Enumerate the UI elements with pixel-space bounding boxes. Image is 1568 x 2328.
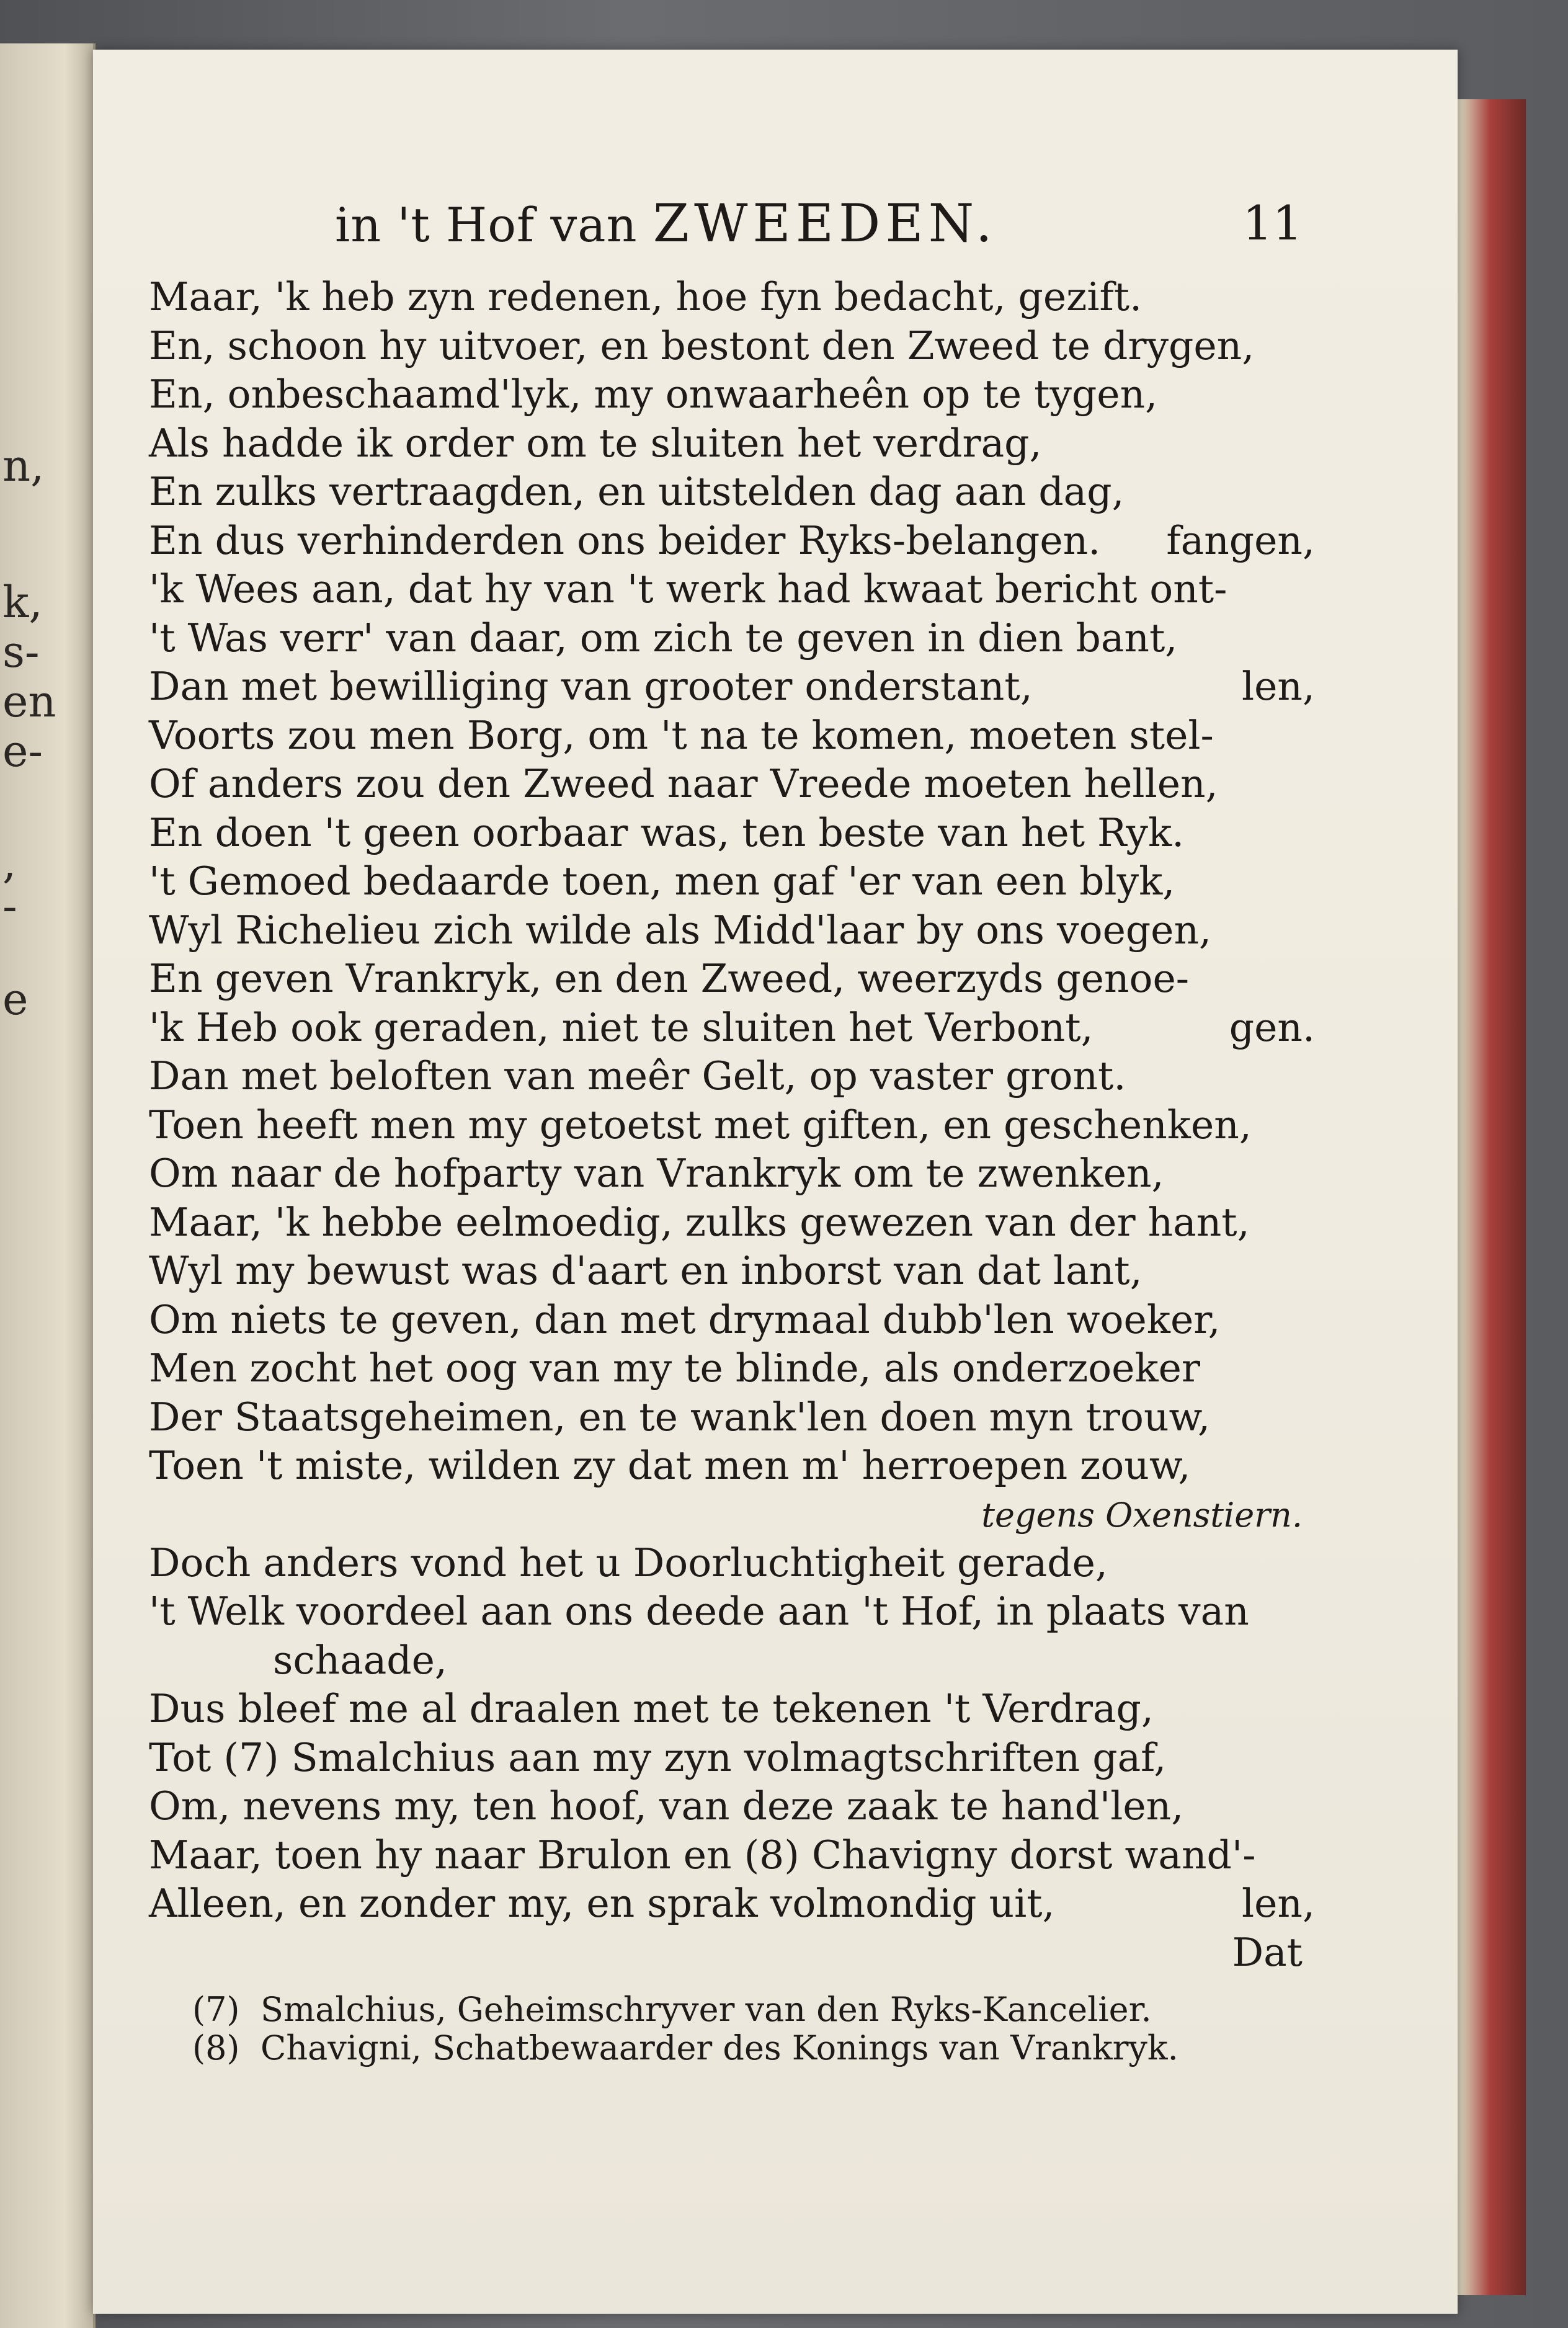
- footnote: [149, 2029, 1315, 2067]
- left-page-fragment: en: [2, 676, 56, 727]
- verse-line-turnover: fangen,: [1166, 517, 1315, 563]
- footnote-mark: (7): [192, 1990, 240, 2029]
- verse-line-text: Maar, 'k heb zyn redenen, hoe fyn bedacht, gezift.: [149, 274, 1143, 319]
- verse-line-turnover: len,: [1241, 1881, 1315, 1926]
- left-page-edge: [0, 43, 96, 2328]
- verse-line: [149, 419, 1315, 468]
- footnotes: [149, 1991, 1315, 2067]
- verse-line: [149, 1442, 1315, 1491]
- footnote-mark: (8): [192, 2028, 240, 2067]
- verse-line: [149, 1831, 1315, 1880]
- verse-line-text: Der Staatsgeheimen, en te wank'len doen myn trouw,: [149, 1394, 1211, 1440]
- verse-line: [149, 906, 1315, 955]
- verse-line: [149, 1198, 1315, 1247]
- marginal-note: tegens Oxenstiern.: [981, 1495, 1303, 1535]
- verse-line-text: 'k Heb ook geraden, niet te sluiten het Verbont,: [149, 1004, 1094, 1050]
- verse-line: [149, 1344, 1315, 1393]
- verse-line-text: schaade,: [273, 1637, 447, 1683]
- book-page: [93, 50, 1458, 2314]
- verse-line-turnover: len,: [1241, 664, 1315, 709]
- verse-line: [149, 1149, 1315, 1198]
- verse-line: [149, 1052, 1315, 1101]
- verse-line: [149, 1587, 1315, 1636]
- verse-line-text: Dan met beloften van meêr Gelt, op vaster gront.: [149, 1053, 1126, 1099]
- verse-line-text: Maar, 'k hebbe eelmoedig, zulks gewezen van der hant,: [149, 1199, 1250, 1245]
- verse-line: [149, 857, 1315, 906]
- verse-line-text: Alleen, en zonder my, en sprak volmondig uit,: [149, 1881, 1055, 1926]
- verse-line: [149, 370, 1315, 419]
- verse-block-2: [149, 1539, 1315, 1929]
- verse-line-text: Tot (7) Smalchius aan my zyn volmagtschriften gaf,: [149, 1734, 1167, 1780]
- verse-line-text: En, onbeschaamd'lyk, my onwaarheên op te tygen,: [149, 372, 1158, 417]
- verse-line: [149, 1296, 1315, 1345]
- verse-line-text: Voorts zou men Borg, om 't na te komen, moeten stel-: [149, 712, 1214, 758]
- verse-line-text: Doch anders vond het u Doorluchtigheit gerade,: [149, 1540, 1108, 1585]
- verse-line-text: Dus bleef me al draalen met te tekenen 't Verdrag,: [149, 1686, 1154, 1731]
- left-page-fragment: k,: [2, 577, 43, 628]
- verse-line-turnover: gen.: [1229, 1004, 1315, 1050]
- left-page-fragment: -: [2, 881, 17, 932]
- verse-line-text: 't Welk voordeel aan ons deede aan 't Hof, in plaats van: [149, 1589, 1249, 1634]
- verse-line: [149, 322, 1315, 371]
- verse-line-text: Toen 't miste, wilden zy dat men m' herroepen zouw,: [149, 1443, 1191, 1488]
- verse-line: [149, 1247, 1315, 1296]
- verse-line: [149, 468, 1315, 517]
- verse-line: [149, 662, 1315, 711]
- verse-line: [149, 760, 1315, 809]
- verse-line: [149, 1004, 1315, 1053]
- verse-line: [149, 1636, 1315, 1685]
- page-header: [149, 192, 1315, 267]
- catchword: Dat: [1232, 1929, 1303, 1975]
- verse-line: [149, 711, 1315, 760]
- footnote: [149, 1991, 1315, 2029]
- running-head: [335, 192, 997, 256]
- verse-line: [149, 273, 1315, 322]
- running-head-lower: in 't Hof van: [335, 197, 638, 252]
- verse-line-text: Wyl Richelieu zich wilde als Midd'laar by ons voegen,: [149, 907, 1212, 953]
- verse-line-text: Om naar de hofparty van Vrankryk om te zwenken,: [149, 1151, 1164, 1196]
- page-number: 11: [1242, 195, 1303, 251]
- left-page-fragment: ,: [2, 837, 17, 888]
- verse-line: [149, 1734, 1315, 1783]
- verse-line-text: 't Was verr' van daar, om zich te geven in dien bant,: [149, 615, 1178, 661]
- verse-line: [149, 1880, 1315, 1929]
- verse-line: [149, 809, 1315, 858]
- verse-line: [149, 1393, 1315, 1442]
- verse-line: [149, 955, 1315, 1004]
- verse-line: [149, 565, 1315, 614]
- verse-line: [149, 517, 1315, 566]
- left-page-fragment: n,: [2, 440, 45, 491]
- verse-line-text: En doen 't geen oorbaar was, ten beste van het Ryk.: [149, 809, 1185, 855]
- verse-line-text: Wyl my bewust was d'aart en inborst van dat lant,: [149, 1248, 1143, 1293]
- verse-line-text: 'k Wees aan, dat hy van 't werk had kwaat bericht ont-: [149, 566, 1227, 612]
- verse-line-text: En dus verhinderden ons beider Ryks-belangen.: [149, 517, 1101, 563]
- verse-block-1: [149, 273, 1315, 1491]
- verse-line-text: Om niets te geven, dan met drymaal dubb'len woeker,: [149, 1296, 1221, 1342]
- running-head-caps: ZWEEDEN.: [653, 193, 997, 254]
- verse-line-text: En geven Vrankryk, en den Zweed, weerzyds genoe-: [149, 956, 1190, 1001]
- verse-line: [149, 1101, 1315, 1150]
- page-text-block: [149, 192, 1315, 2067]
- footnote-text: Chavigni, Schatbewaarder des Konings van Vrankryk.: [261, 2028, 1178, 2067]
- verse-line-text: 't Gemoed bedaarde toen, men gaf 'er van een blyk,: [149, 859, 1175, 904]
- verse-line-text: Toen heeft men my getoetst met giften, en geschenken,: [149, 1102, 1252, 1148]
- verse-line-text: En, schoon hy uitvoer, en bestont den Zweed te drygen,: [149, 323, 1255, 368]
- verse-line-text: Men zocht het oog van my te blinde, als onderzoeker: [149, 1345, 1201, 1391]
- left-page-fragment: s-: [2, 627, 40, 677]
- verse-line: [149, 1685, 1315, 1734]
- footnote-text: Smalchius, Geheimschryver van den Ryks-Kancelier.: [261, 1990, 1152, 2029]
- verse-line-text: Dan met bewilliging van grooter onderstant,: [149, 664, 1033, 709]
- verse-line-text: Of anders zou den Zweed naar Vreede moeten hellen,: [149, 761, 1218, 806]
- left-page-fragment: e-: [2, 726, 43, 777]
- verse-line-text: En zulks vertraagden, en uitstelden dag aan dag,: [149, 469, 1125, 514]
- verse-line: [149, 1782, 1315, 1831]
- verse-line-text: Maar, toen hy naar Brulon en (8) Chavigny dorst wand'-: [149, 1832, 1256, 1878]
- left-page-fragment: e: [2, 974, 29, 1025]
- verse-line: [149, 1539, 1315, 1588]
- verse-line: [149, 614, 1315, 663]
- verse-line-text: Om, nevens my, ten hoof, van deze zaak te hand'len,: [149, 1783, 1184, 1829]
- verse-line-text: Als hadde ik order om te sluiten het verdrag,: [149, 420, 1042, 466]
